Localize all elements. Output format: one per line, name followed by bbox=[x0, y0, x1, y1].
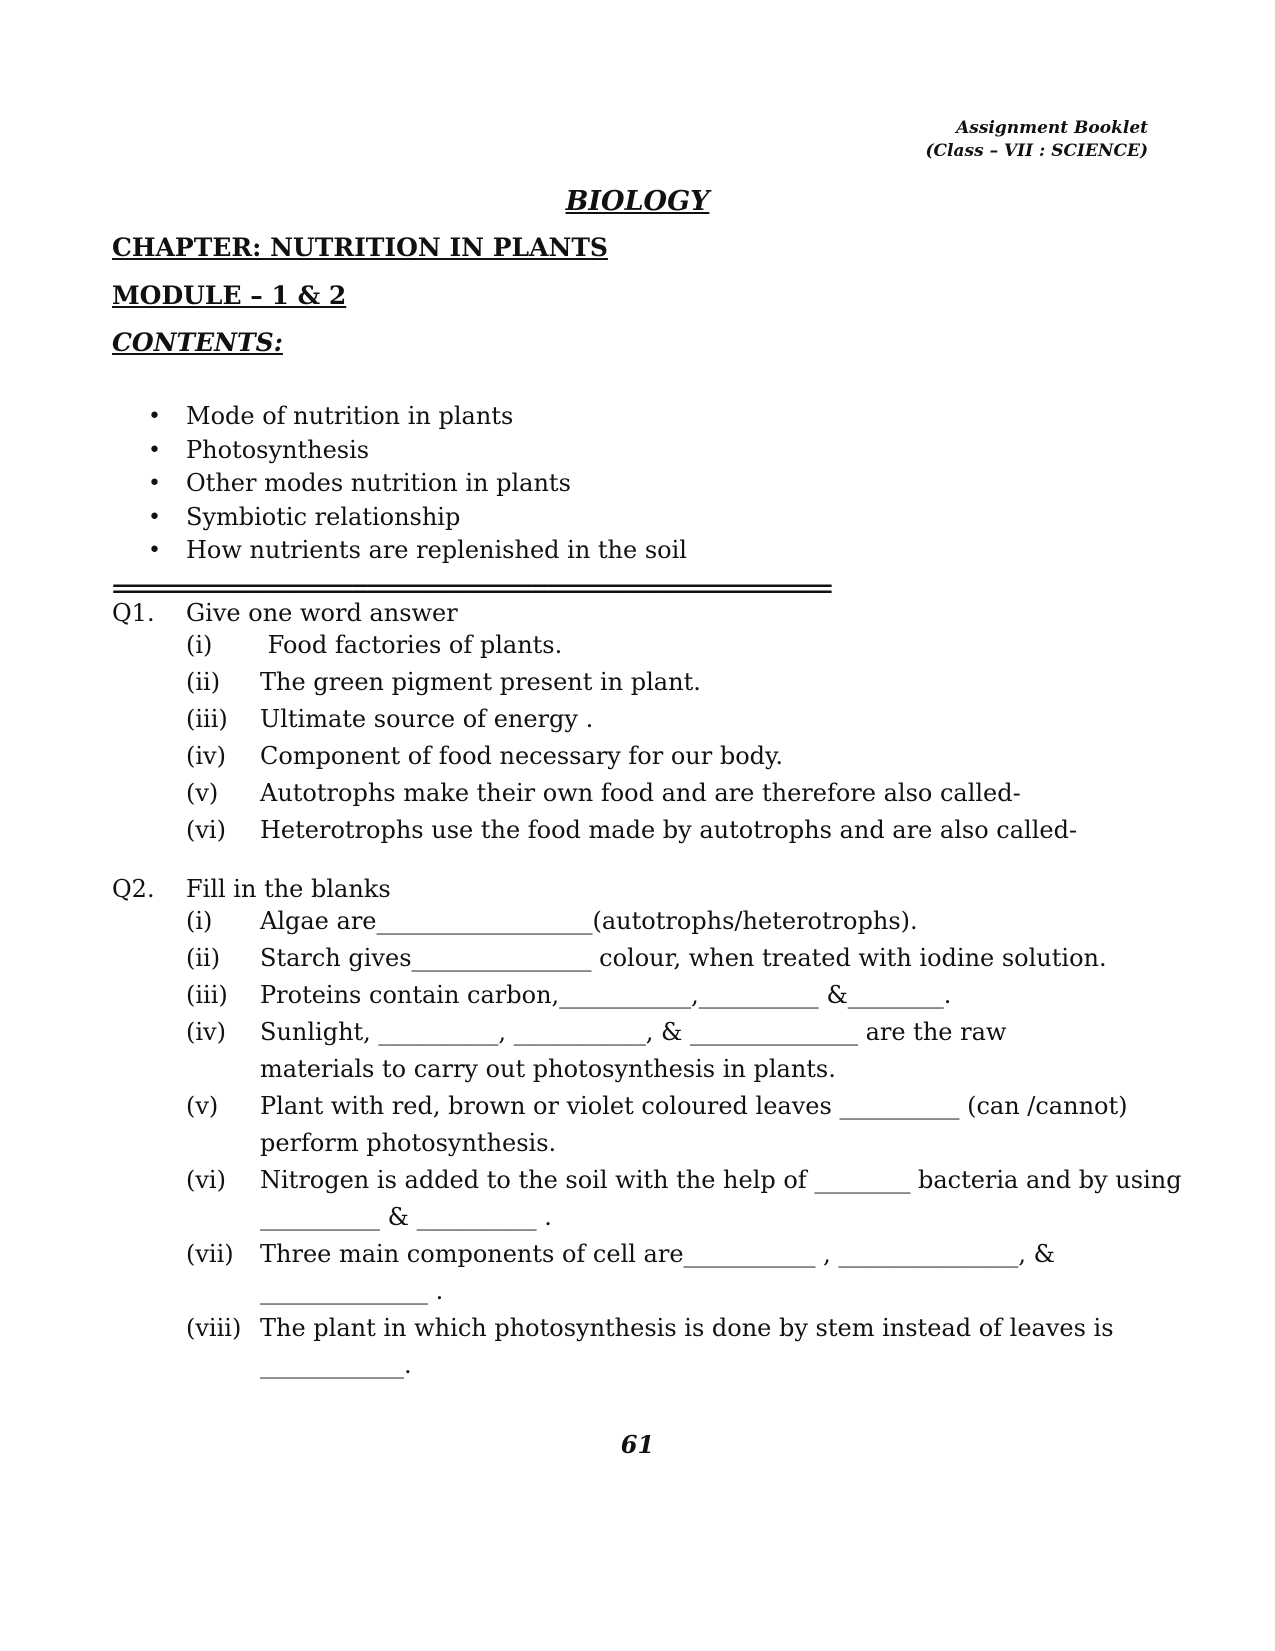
q1-item-number: (vi) bbox=[186, 816, 226, 844]
page-number: 61 bbox=[620, 1430, 655, 1459]
q2-item-text: Starch gives_______________ colour, when treated with iodine solution. bbox=[260, 944, 1107, 972]
q2-item-number: (iii) bbox=[186, 981, 228, 1009]
q1-number: Q1. bbox=[112, 599, 155, 627]
class-subject: (Class – VII : SCIENCE) bbox=[925, 141, 1148, 161]
q2-item-text-continued: perform photosynthesis. bbox=[260, 1129, 557, 1157]
q2-item-number: (ii) bbox=[186, 944, 221, 972]
q1-item-number: (v) bbox=[186, 779, 219, 807]
q2-item-text-continued: __________ & __________ . bbox=[260, 1203, 552, 1231]
q2-item-text-continued: ______________ . bbox=[260, 1277, 444, 1305]
q2-item-text: Plant with red, brown or violet coloured leaves __________ (can /cannot) bbox=[260, 1092, 1128, 1120]
list-item: • How nutrients are replenished in the soil bbox=[148, 534, 687, 568]
q2-item-text: Three main components of cell are___________ , _______________, & bbox=[260, 1240, 1056, 1268]
list-item: • Symbiotic relationship bbox=[148, 501, 687, 535]
q2-item-text: The plant in which photosynthesis is done by stem instead of leaves is bbox=[260, 1314, 1114, 1342]
contents-heading: CONTENTS: bbox=[112, 328, 283, 357]
chapter-heading: CHAPTER: NUTRITION IN PLANTS bbox=[112, 233, 608, 262]
q2-item-text: Proteins contain carbon,___________,__________ &________. bbox=[260, 981, 952, 1009]
q1-item-number: (iii) bbox=[186, 705, 228, 733]
q2-item-text: Algae are__________________(autotrophs/heterotrophs). bbox=[260, 907, 918, 935]
q1-item-text: Food factories of plants. bbox=[260, 631, 563, 659]
separator-line: ================================================ bbox=[112, 571, 831, 605]
q1-item-text: Autotrophs make their own food and are therefore also called- bbox=[260, 779, 1021, 807]
q1-item-text: Ultimate source of energy . bbox=[260, 705, 594, 733]
list-item: • Photosynthesis bbox=[148, 434, 687, 468]
q2-item-text: Sunlight, __________, ___________, & ______________ are the raw bbox=[260, 1018, 1007, 1046]
booklet-title: Assignment Booklet bbox=[956, 118, 1148, 138]
q1-title: Give one word answer bbox=[186, 599, 458, 627]
q1-item-text: Component of food necessary for our body. bbox=[260, 742, 784, 770]
q2-item-number: (vii) bbox=[186, 1240, 234, 1268]
q1-item-number: (i) bbox=[186, 631, 213, 659]
q1-item-text: Heterotrophs use the food made by autotrophs and are also called- bbox=[260, 816, 1078, 844]
list-item: • Mode of nutrition in plants bbox=[148, 400, 687, 434]
q2-number: Q2. bbox=[112, 875, 155, 903]
q2-item-number: (vi) bbox=[186, 1166, 226, 1194]
q2-item-text-continued: materials to carry out photosynthesis in plants. bbox=[260, 1055, 836, 1083]
q2-item-number: (viii) bbox=[186, 1314, 242, 1342]
q1-item-number: (iv) bbox=[186, 742, 226, 770]
q2-item-text-continued: ____________. bbox=[260, 1351, 412, 1379]
list-item: • Other modes nutrition in plants bbox=[148, 467, 687, 501]
q2-item-number: (v) bbox=[186, 1092, 219, 1120]
contents-list bbox=[148, 400, 687, 568]
q1-item-number: (ii) bbox=[186, 668, 221, 696]
q1-item-text: The green pigment present in plant. bbox=[260, 668, 701, 696]
q2-item-text: Nitrogen is added to the soil with the help of ________ bacteria and by using bbox=[260, 1166, 1182, 1194]
q2-item-number: (iv) bbox=[186, 1018, 226, 1046]
q2-title: Fill in the blanks bbox=[186, 875, 391, 903]
subject-heading: BIOLOGY bbox=[565, 186, 710, 217]
q2-item-number: (i) bbox=[186, 907, 213, 935]
module-heading: MODULE – 1 & 2 bbox=[112, 281, 347, 310]
